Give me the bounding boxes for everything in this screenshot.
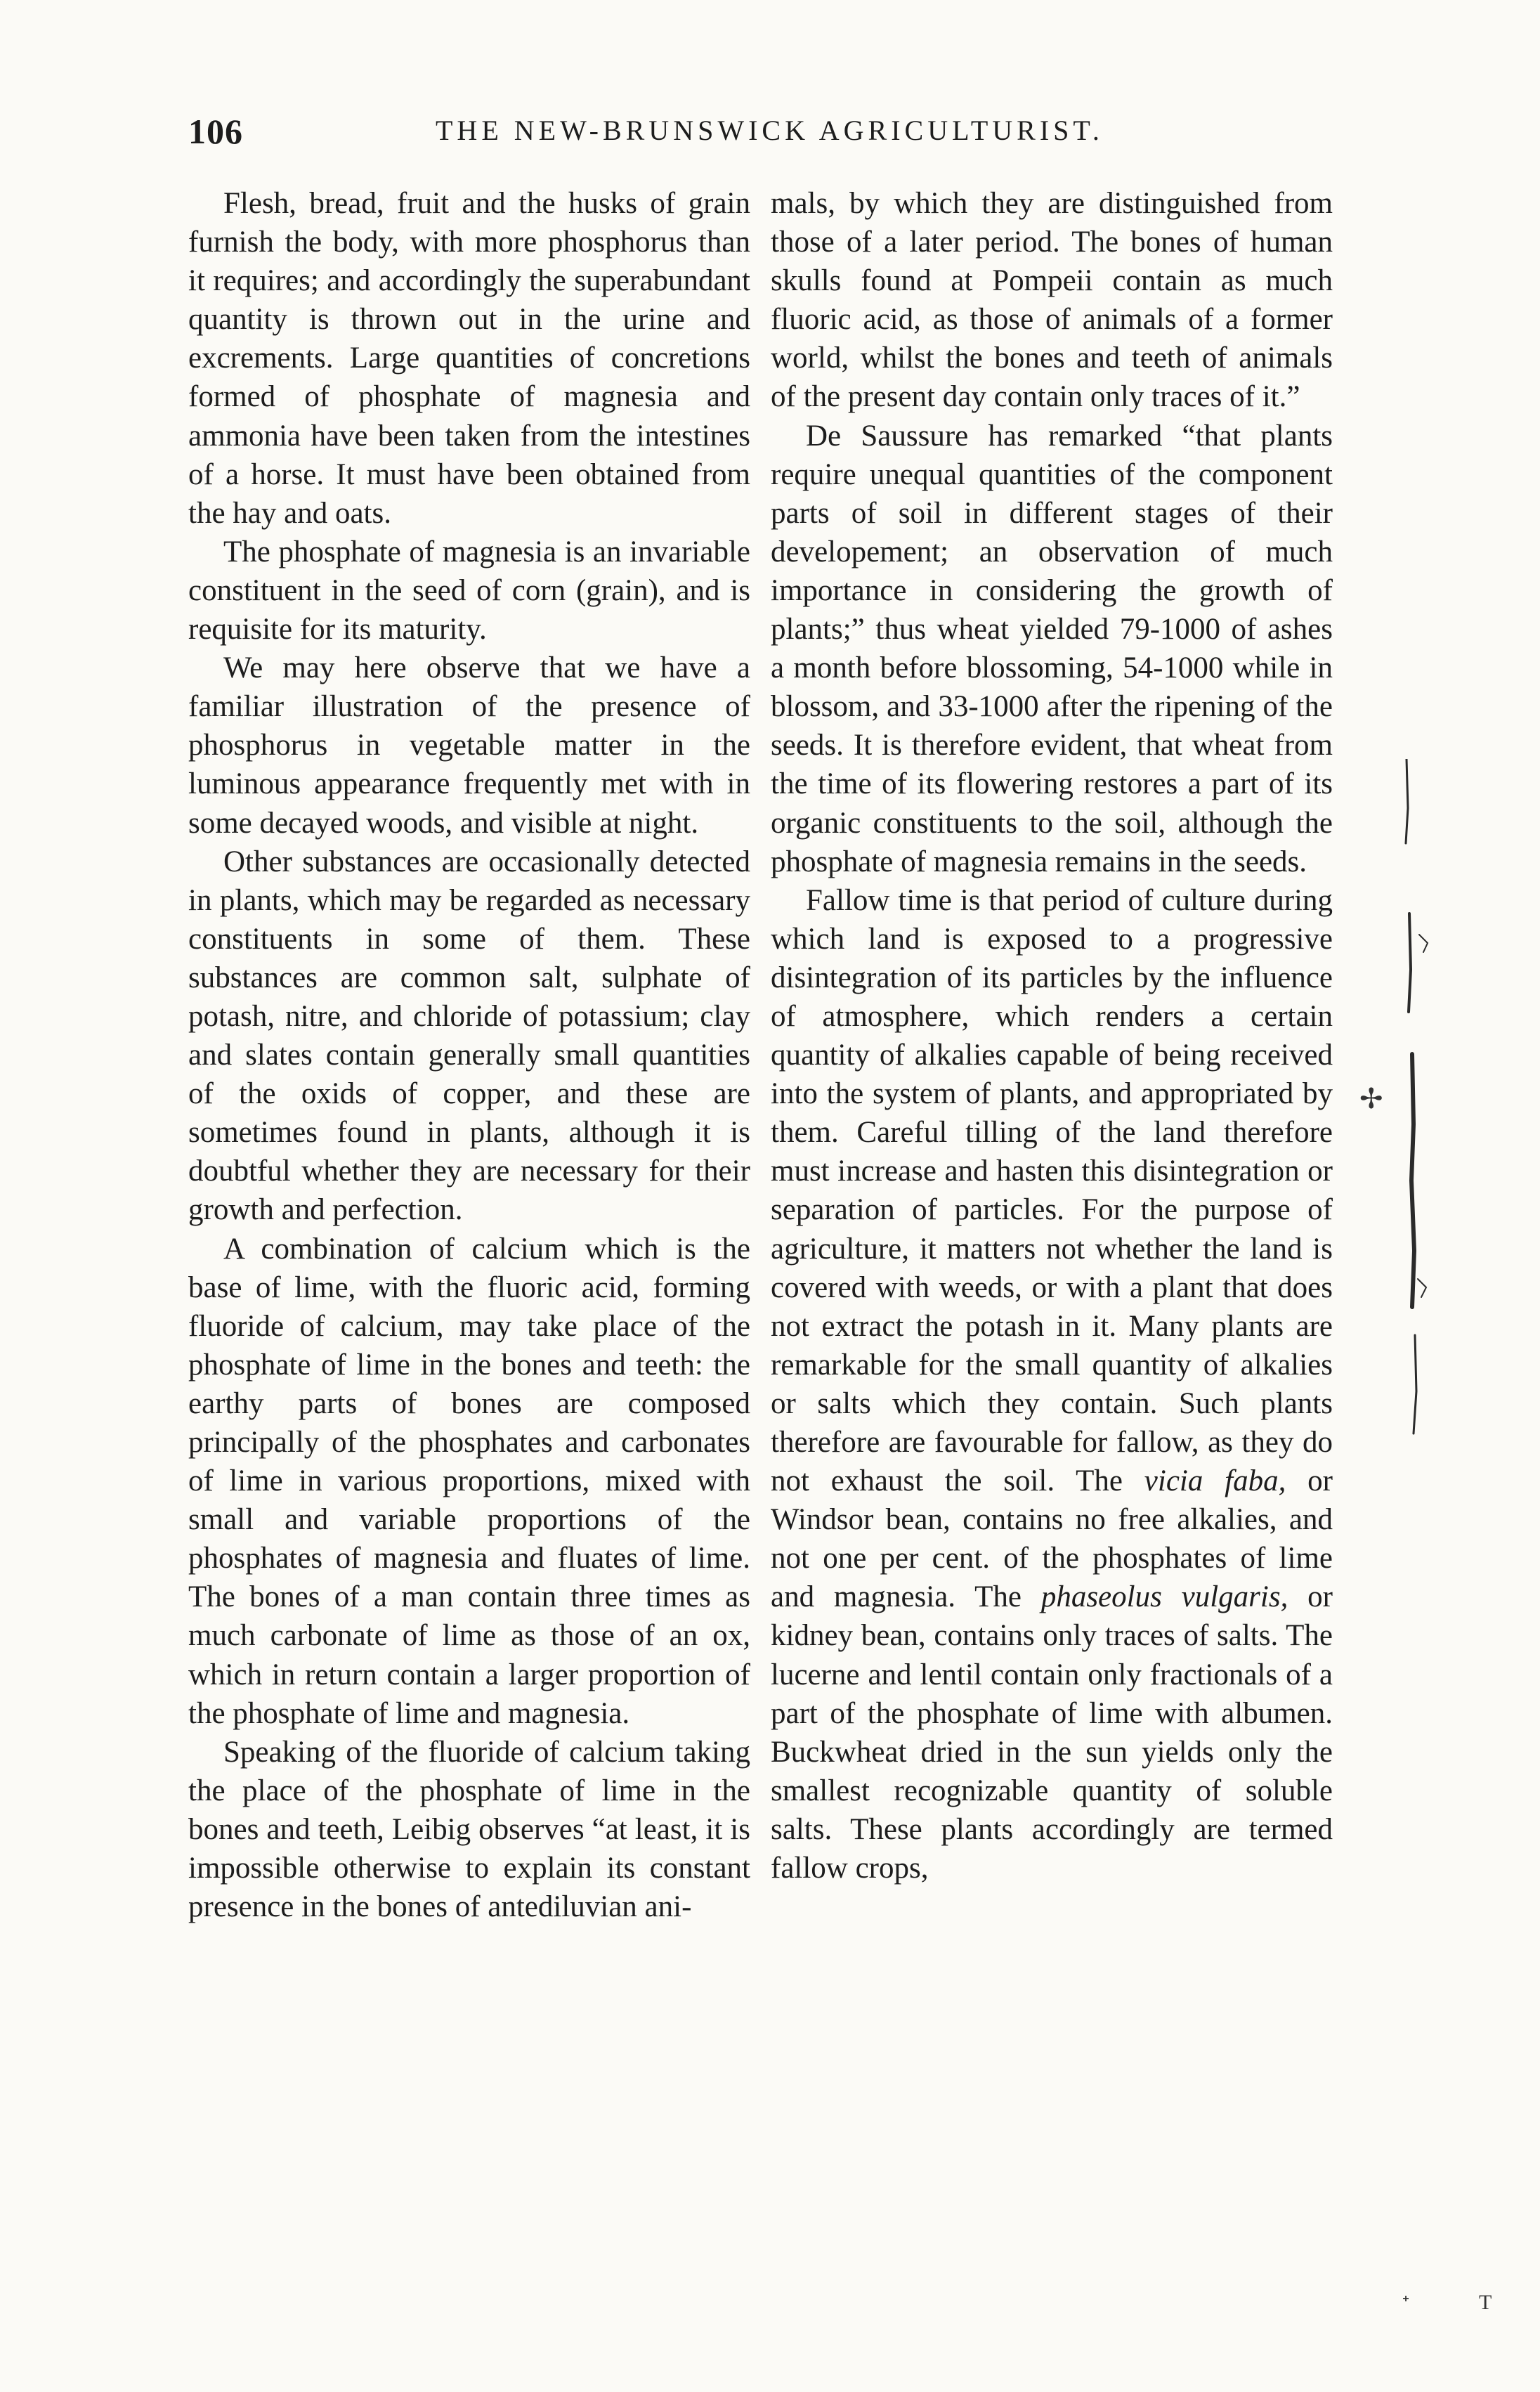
paragraph-flesh-phosphorus: Flesh, bread, fruit and the husks of grain furnish the body, with more phosphorus than it requires; and accordingly the superabundant quantity is thrown out in the urine and excrements. Large quantities of concretions formed of phosphate of magnesia and ammonia have been taken from the intestines of a horse. It must have been obtained from the hay and oats. [188,187,750,530]
paragraph-fluoride-calcium: A combination of calcium which is the base of lime, with the fluoric acid, forming fluoride of calcium, may take place of the phosphate of lime in the bones and teeth: the earthy parts of bones are composed principally of the phosphates and carbonates of lime in various proportions, mixed with small and variable proportions of the phosphates of magnesia and fluates of lime. The bones of a man contain three times as much carbonate of lime as those of an ox, which in return contain a larger proportion of the phosphate of lime and magnesia. [188,1232,750,1730]
fallow-text-2: or Windsor bean, contains no free alkalies, and not one per cent. of the phosphates of lime and magnesia. The [771,1464,1333,1614]
running-title: THE NEW-BRUNSWICK AGRICULTURIST. [436,115,1104,146]
margin-mark-t: T [1479,2291,1492,2314]
margin-mark-tick: ᐩ [1402,2292,1410,2315]
margin-mark-asterisk: ✢ [1359,1083,1383,1114]
paragraph-leibig-quote: Speaking of the fluoride of calcium taking the place of the phosphate of lime in the bones and teeth, Leibig observes “at least, it is impossible otherwise to explain its constant presence in the bones of antediluvian ani- [188,1735,750,1924]
fallow-text-3: or kidney bean, contains only traces of salts. The lucerne and lentil contain only fractionals of a part of the phosphate of lime with albumen. Buckwheat dried in the sun yields only the smallest recognizable quantity of soluble salts. These plants accordingly are termed fallow crops, [771,1580,1333,1885]
paragraph-luminous-wood: We may here observe that we have a familiar illustration of the presence of phosphorus in vegetable matter in the luminous appearance frequently met with in some decayed woods, and visible at night. [188,651,750,840]
right-column [771,184,1333,1887]
paragraph-phosphate-magnesia: The phosphate of magnesia is an invariable constituent in the seed of corn (grain), and is requisite for its maturity. [188,535,750,646]
italic-vicia-faba: vicia faba, [1144,1464,1286,1498]
paragraph-fallow-time [771,881,1333,1887]
paragraph-antediluvian-continued: mals, by which they are distinguished from those of a later period. The bones of human skulls found at Pompeii contain as much fluoric acid, as those of animals of a former world, whilst the bones and teeth of animals of the present day contain only traces of it.” [771,187,1333,414]
paragraph-de-saussure: De Saussure has remarked “that plants require unequal quantities of the component parts of soil in different stages of their developement; an observation of much importance in considering the growth of plants;” thus wheat yielded 79-1000 of ashes a month before blossoming, 54-1000 while in blossom, and 33-1000 after the ripening of the seeds. It is therefore evident, that wheat from the time of its flowering restores a part of its organic constituents to the soil, although the phosphate of magnesia remains in the seeds. [771,419,1333,878]
italic-phaseolus-vulgaris: phaseolus vulgaris, [1040,1580,1288,1614]
page-number: 106 [188,112,243,151]
left-column [188,184,750,1926]
paragraph-other-substances: Other substances are occasionally detected in plants, which may be regarded as necessary constituents in some of them. These substances are common salt, sulphate of potash, nitre, and chloride of potassium; clay and slates contain generally small quantities of the oxids of copper, and these are sometimes found in plants, although it is doubtful whether they are necessary for their growth and perfection. [188,845,750,1227]
fallow-text-1: Fallow time is that period of culture during which land is exposed to a progressive disintegration of its particles by the influence of atmosphere, which renders a certain quantity of alkalies capable of being received into the system of plants, and appropriated by them. Careful tilling of the land therefore must increase and hasten this disintegration or separation of particles. For the purpose of agriculture, it matters not whether the land is covered with weeds, or with a plant that does not extract the potash in it. Many plants are remarkable for the small quantity of alkalies or salts which they contain. Such plants therefore are favourable for fallow, as they do not exhaust the soil. The [771,883,1333,1498]
margin-ink-marks [1398,759,1454,1504]
